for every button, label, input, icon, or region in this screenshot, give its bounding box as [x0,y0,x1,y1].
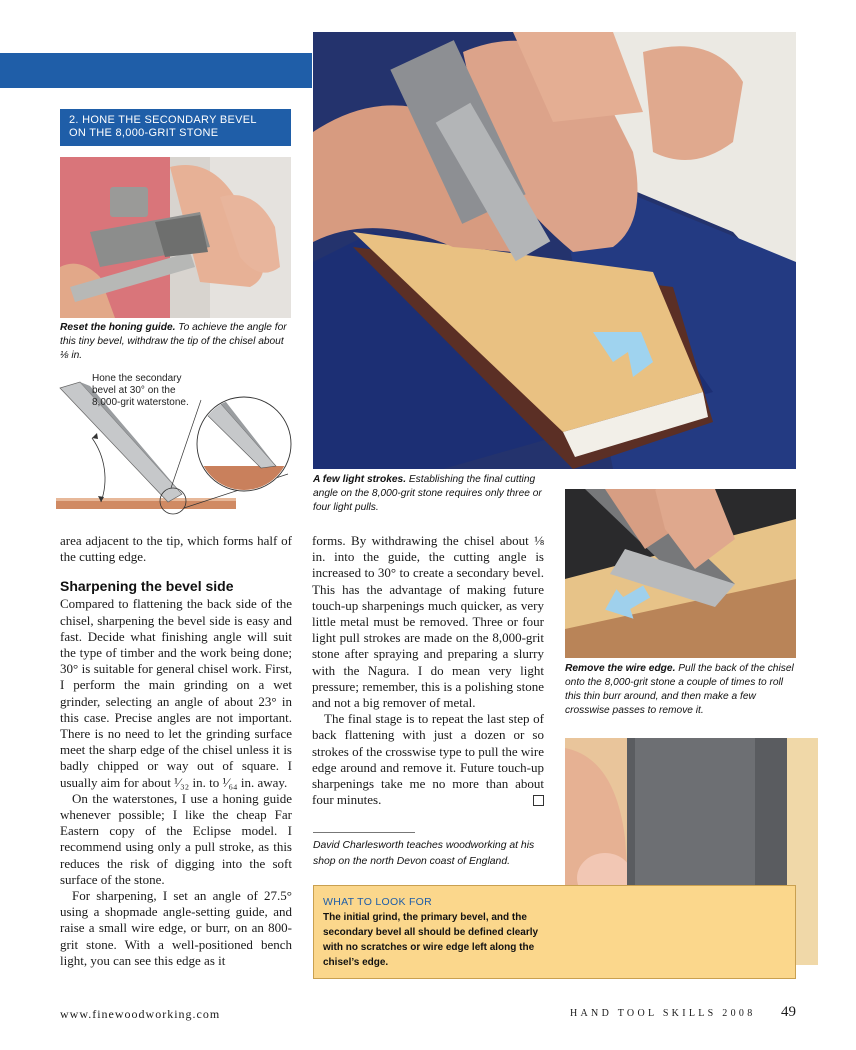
honing-guide-caption [60,321,293,363]
page-number: 49 [781,1004,796,1020]
footer-url: www.finewoodworking.com [60,1007,221,1021]
bio-divider [313,832,415,833]
caption-text: Establishing the final cutting angle on the 8,000-grit stone requires only three or four light pulls. [313,474,542,513]
caption-lead: Reset the honing guide. [60,322,176,333]
diagram-label [92,373,242,409]
step-title-box [60,109,291,146]
caption-lead: A few light strokes. [313,474,407,485]
section-heading: Sharpening the bevel side [60,578,234,595]
footer-issue: HAND TOOL SKILLS 2008 [570,1008,756,1019]
wire-edge-photo [565,489,796,658]
step-title-line1: 2. HONE THE SECONDARY BEVEL [69,114,257,126]
caption-text: To achieve the angle for this tiny bevel, withdraw the tip of the chisel about ⅛ in. [60,322,287,361]
body-paragraph-text: The final stage is to repeat the last step of back flattening with just a dozen or so strokes of the crosswise type to pull the wire edge around and remove it. Future touch-up sharpenings take me no more than about four minutes. [312,711,544,808]
body-paragraph: On the waterstones, I use a honing guide whenever possible; I like the cheap Far Eastern copy of the Eclipse model. I recommend using only a pull stroke, as this reduces the risk of digging into the soft surface of the stone. [60,790,292,887]
honing-stone-photo [313,32,796,469]
end-mark-icon [533,795,544,806]
diagram-label-line2: bevel at 30° on the [92,385,176,396]
wire-edge-caption [565,662,800,718]
body-paragraph: area adjacent to the tip, which forms half of the cutting edge. [60,533,292,565]
author-bio: David Charlesworth teaches woodworking at his shop on the north Devon coast of England. [313,840,535,867]
sidebar-title: WHAT TO LOOK FOR [323,896,433,908]
body-paragraph: Compared to flattening the back side of the chisel, sharpening the bevel side is easy and fast. Decide what finishing angle will suit the type of timber and the work being done; 30° is suitable for general chisel work. First, I perform the main grinding on a wet grinder, selecting an angle of about 23° in this case. Precise angles are not important. There is no need to let the grinding surface meet the sharp edge of the chisel unless it is badly chipped or way out of square. I usually aim for about ¹⁄₃₂ in. to ¹⁄₆₄ in. away. [60,596,292,790]
caption-lead: Remove the wire edge. [565,663,676,674]
honing-stone-caption [313,473,553,515]
diagram-label-line3: 8,000-grit waterstone. [92,397,189,408]
article-column-2 [312,533,544,808]
diagram-label-line1: Hone the secondary [92,373,182,384]
caption-text: Pull the back of the chisel onto the 8,000-grit stone a couple of times to roll this thin burr around, and then make a few crosswise passes to remove it. [565,663,794,716]
sidebar-text: The initial grind, the primary bevel, and the secondary bevel all should be defined clearly with no scratches or wire edge left along the chisel’s edge. [323,912,539,968]
body-paragraph: forms. By withdrawing the chisel about ⅛ in. into the guide, the cutting angle is increased to 30° to create a secondary bevel. This has the advantage of making future touch-up sharpenings much quicker, as very little metal must be removed. Three or four light pull strokes are made on the 8,000-grit stone after spraying and preparing a slurry with the Nagura. I do mean very light pressure; remember, this is a polishing stone and not a big remover of metal. [312,533,544,711]
step-title-line2: ON THE 8,000-GRIT STONE [69,127,219,139]
body-paragraph-final [312,711,544,808]
header-color-band [0,53,312,88]
honing-guide-photo [60,157,291,318]
article-column-1 [60,533,292,969]
body-paragraph: For sharpening, I set an angle of 27.5° using a shopmade angle-setting guide, and raise a small wire edge, or burr, on an 800-grit stone. With a well-positioned bench light, you can see this edge as it [60,888,292,968]
